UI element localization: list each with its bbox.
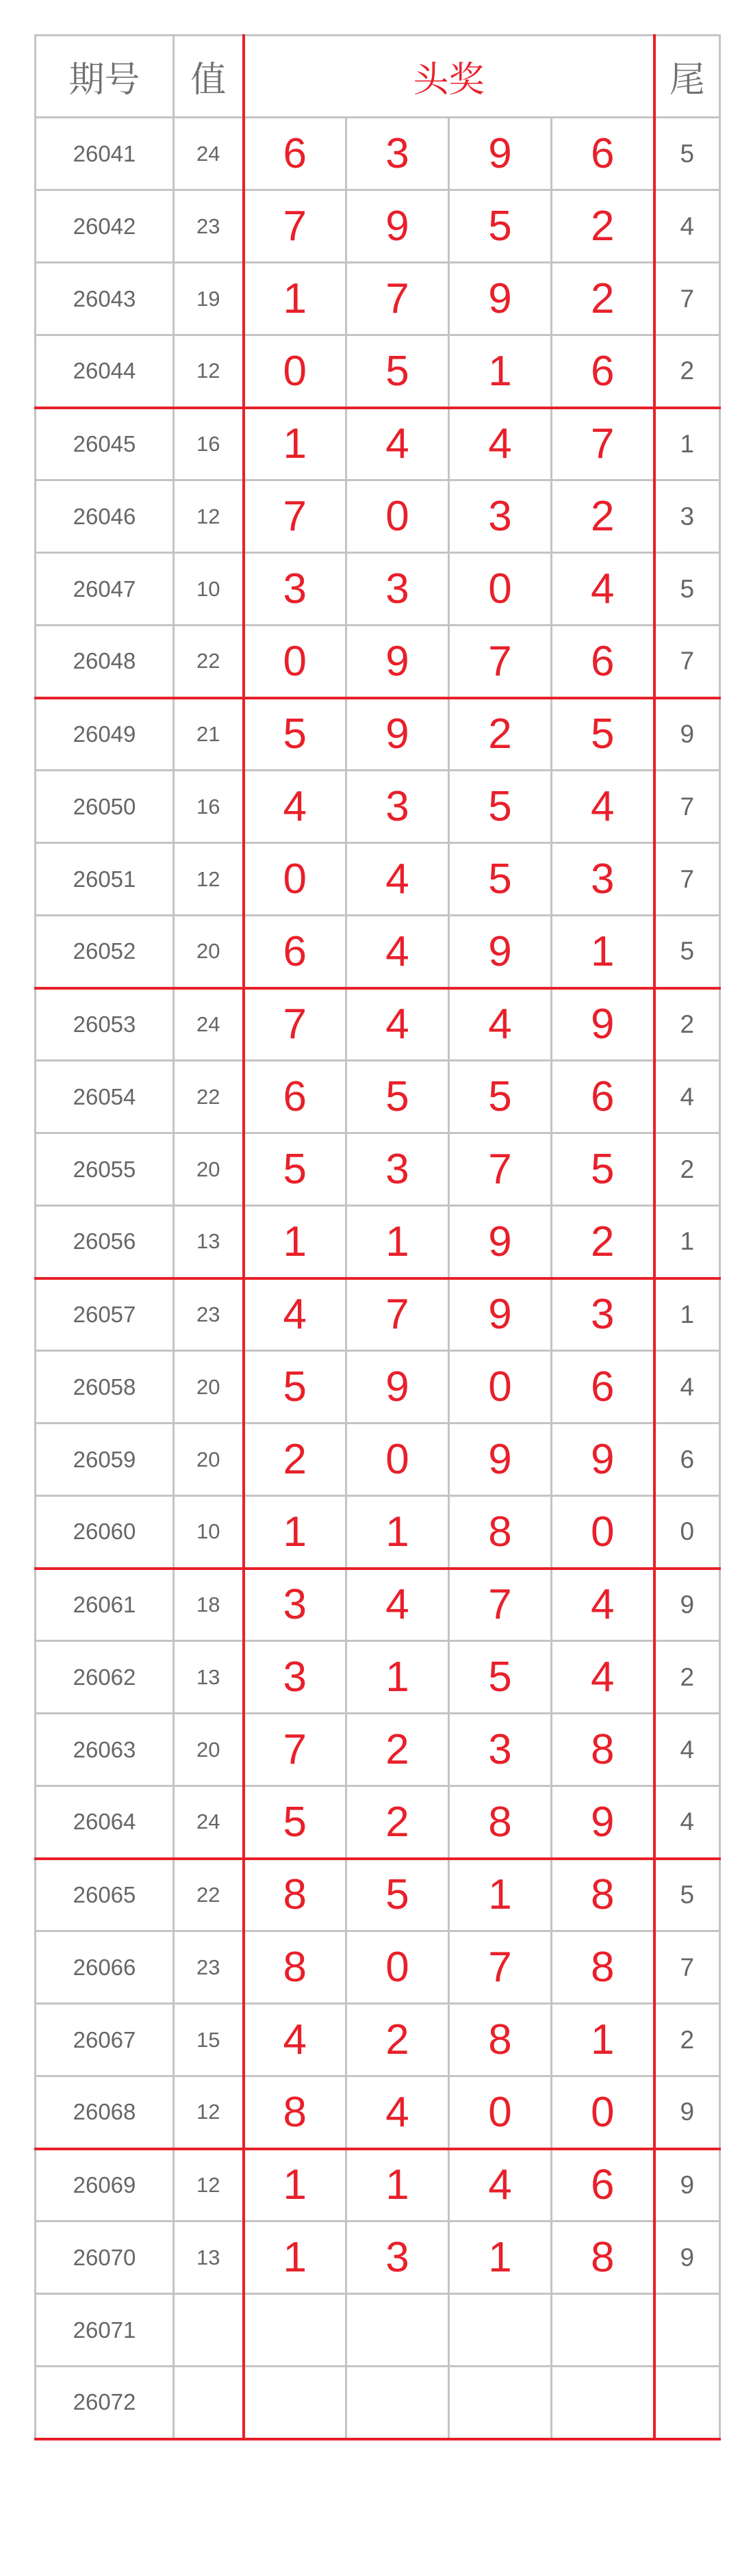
issue-number-cell: 26050 bbox=[36, 771, 174, 843]
table-row bbox=[36, 2076, 720, 2149]
prize-digit-3-cell: 2 bbox=[449, 698, 552, 771]
table-row bbox=[36, 2294, 720, 2367]
table-row bbox=[36, 553, 720, 626]
header-sum: 值 bbox=[174, 36, 244, 118]
table-row bbox=[36, 2004, 720, 2076]
prize-digit-1-cell bbox=[244, 2367, 346, 2439]
prize-digit-3-cell: 7 bbox=[449, 1569, 552, 1641]
prize-digit-1-cell: 0 bbox=[244, 626, 346, 698]
prize-digit-1-cell: 5 bbox=[244, 1786, 346, 1859]
prize-digit-3-cell: 1 bbox=[449, 2221, 552, 2294]
prize-digit-3-cell: 1 bbox=[449, 335, 552, 408]
prize-digit-3-cell: 9 bbox=[449, 1206, 552, 1278]
issue-number-cell: 26062 bbox=[36, 1641, 174, 1714]
issue-number-cell: 26055 bbox=[36, 1133, 174, 1206]
sum-value-cell bbox=[174, 2294, 244, 2367]
prize-digit-2-cell: 4 bbox=[346, 843, 449, 916]
prize-digit-4-cell: 4 bbox=[552, 771, 654, 843]
prize-digit-2-cell: 3 bbox=[346, 118, 449, 190]
sum-value-cell: 13 bbox=[174, 1641, 244, 1714]
prize-digit-4-cell: 1 bbox=[552, 2004, 654, 2076]
prize-digit-1-cell: 7 bbox=[244, 988, 346, 1061]
prize-digit-3-cell: 8 bbox=[449, 1496, 552, 1569]
issue-number-cell: 26042 bbox=[36, 190, 174, 263]
prize-digit-1-cell: 8 bbox=[244, 1859, 346, 1931]
prize-digit-3-cell: 3 bbox=[449, 480, 552, 553]
header-first-prize: 头奖 bbox=[244, 36, 654, 118]
table-row bbox=[36, 1061, 720, 1133]
prize-digit-2-cell: 2 bbox=[346, 1786, 449, 1859]
sum-value-cell: 20 bbox=[174, 1351, 244, 1424]
prize-digit-1-cell: 1 bbox=[244, 408, 346, 480]
prize-digit-3-cell: 7 bbox=[449, 626, 552, 698]
table-row bbox=[36, 2149, 720, 2221]
tail-value-cell: 4 bbox=[654, 190, 720, 263]
prize-digit-4-cell: 0 bbox=[552, 2076, 654, 2149]
prize-digit-3-cell bbox=[449, 2294, 552, 2367]
prize-digit-4-cell: 6 bbox=[552, 118, 654, 190]
table-row bbox=[36, 408, 720, 480]
prize-digit-3-cell: 4 bbox=[449, 2149, 552, 2221]
prize-digit-2-cell: 9 bbox=[346, 626, 449, 698]
prize-digit-4-cell: 7 bbox=[552, 408, 654, 480]
prize-digit-2-cell: 2 bbox=[346, 2004, 449, 2076]
prize-digit-3-cell: 5 bbox=[449, 190, 552, 263]
prize-digit-1-cell: 1 bbox=[244, 2149, 346, 2221]
prize-digit-2-cell: 5 bbox=[346, 1061, 449, 1133]
sum-value-cell: 21 bbox=[174, 698, 244, 771]
sum-value-cell: 20 bbox=[174, 1424, 244, 1496]
tail-value-cell: 2 bbox=[654, 335, 720, 408]
prize-digit-4-cell: 6 bbox=[552, 626, 654, 698]
sum-value-cell: 23 bbox=[174, 1931, 244, 2004]
prize-digit-1-cell: 6 bbox=[244, 1061, 346, 1133]
prize-digit-4-cell: 2 bbox=[552, 480, 654, 553]
sum-value-cell: 16 bbox=[174, 771, 244, 843]
prize-digit-2-cell: 5 bbox=[346, 335, 449, 408]
sum-value-cell: 12 bbox=[174, 335, 244, 408]
prize-digit-4-cell: 8 bbox=[552, 2221, 654, 2294]
table-row bbox=[36, 335, 720, 408]
prize-digit-3-cell: 4 bbox=[449, 408, 552, 480]
prize-digit-4-cell: 0 bbox=[552, 1496, 654, 1569]
issue-number-cell: 26060 bbox=[36, 1496, 174, 1569]
tail-value-cell: 9 bbox=[654, 2149, 720, 2221]
prize-digit-2-cell: 9 bbox=[346, 698, 449, 771]
prize-digit-1-cell: 5 bbox=[244, 1351, 346, 1424]
prize-digit-4-cell: 9 bbox=[552, 1424, 654, 1496]
issue-number-cell: 26071 bbox=[36, 2294, 174, 2367]
issue-number-cell: 26043 bbox=[36, 263, 174, 335]
tail-value-cell: 1 bbox=[654, 408, 720, 480]
prize-digit-4-cell: 6 bbox=[552, 2149, 654, 2221]
prize-digit-2-cell: 4 bbox=[346, 408, 449, 480]
table-row bbox=[36, 698, 720, 771]
prize-digit-3-cell: 1 bbox=[449, 1859, 552, 1931]
issue-number-cell: 26067 bbox=[36, 2004, 174, 2076]
issue-number-cell: 26047 bbox=[36, 553, 174, 626]
prize-digit-1-cell bbox=[244, 2294, 346, 2367]
prize-digit-1-cell: 2 bbox=[244, 1424, 346, 1496]
issue-number-cell: 26056 bbox=[36, 1206, 174, 1278]
prize-digit-3-cell bbox=[449, 2367, 552, 2439]
tail-value-cell: 9 bbox=[654, 2221, 720, 2294]
prize-digit-3-cell: 5 bbox=[449, 843, 552, 916]
prize-digit-4-cell bbox=[552, 2294, 654, 2367]
issue-number-cell: 26072 bbox=[36, 2367, 174, 2439]
table-row bbox=[36, 2367, 720, 2439]
tail-value-cell: 5 bbox=[654, 1859, 720, 1931]
prize-digit-3-cell: 9 bbox=[449, 118, 552, 190]
tail-value-cell: 1 bbox=[654, 1278, 720, 1351]
prize-digit-3-cell: 5 bbox=[449, 771, 552, 843]
prize-digit-1-cell: 3 bbox=[244, 1641, 346, 1714]
tail-value-cell: 2 bbox=[654, 1133, 720, 1206]
prize-digit-4-cell: 2 bbox=[552, 1206, 654, 1278]
sum-value-cell bbox=[174, 2367, 244, 2439]
sum-value-cell: 24 bbox=[174, 118, 244, 190]
prize-digit-2-cell: 4 bbox=[346, 1569, 449, 1641]
prize-digit-4-cell: 8 bbox=[552, 1859, 654, 1931]
sum-value-cell: 12 bbox=[174, 2076, 244, 2149]
tail-value-cell: 4 bbox=[654, 1714, 720, 1786]
prize-digit-2-cell: 1 bbox=[346, 1496, 449, 1569]
issue-number-cell: 26041 bbox=[36, 118, 174, 190]
sum-value-cell: 15 bbox=[174, 2004, 244, 2076]
prize-digit-1-cell: 1 bbox=[244, 1496, 346, 1569]
prize-digit-2-cell: 1 bbox=[346, 1206, 449, 1278]
prize-digit-2-cell bbox=[346, 2294, 449, 2367]
table-row bbox=[36, 1641, 720, 1714]
tail-value-cell: 4 bbox=[654, 1351, 720, 1424]
prize-digit-4-cell: 1 bbox=[552, 916, 654, 988]
prize-digit-1-cell: 4 bbox=[244, 771, 346, 843]
prize-digit-3-cell: 0 bbox=[449, 1351, 552, 1424]
issue-number-cell: 26063 bbox=[36, 1714, 174, 1786]
issue-number-cell: 26054 bbox=[36, 1061, 174, 1133]
issue-number-cell: 26061 bbox=[36, 1569, 174, 1641]
sum-value-cell: 24 bbox=[174, 1786, 244, 1859]
prize-digit-3-cell: 4 bbox=[449, 988, 552, 1061]
sum-value-cell: 23 bbox=[174, 190, 244, 263]
lottery-results-table bbox=[34, 34, 721, 2440]
issue-number-cell: 26045 bbox=[36, 408, 174, 480]
table-row bbox=[36, 626, 720, 698]
prize-digit-2-cell: 3 bbox=[346, 2221, 449, 2294]
issue-number-cell: 26066 bbox=[36, 1931, 174, 2004]
table-row bbox=[36, 1569, 720, 1641]
prize-digit-2-cell: 4 bbox=[346, 988, 449, 1061]
sum-value-cell: 22 bbox=[174, 626, 244, 698]
tail-value-cell: 7 bbox=[654, 263, 720, 335]
table-row bbox=[36, 1786, 720, 1859]
prize-digit-2-cell: 3 bbox=[346, 553, 449, 626]
table-row bbox=[36, 190, 720, 263]
table-row bbox=[36, 1206, 720, 1278]
prize-digit-3-cell: 0 bbox=[449, 553, 552, 626]
tail-value-cell: 7 bbox=[654, 1931, 720, 2004]
prize-digit-2-cell: 0 bbox=[346, 1424, 449, 1496]
issue-number-cell: 26051 bbox=[36, 843, 174, 916]
prize-digit-3-cell: 7 bbox=[449, 1931, 552, 2004]
table-row bbox=[36, 263, 720, 335]
issue-number-cell: 26069 bbox=[36, 2149, 174, 2221]
prize-digit-1-cell: 1 bbox=[244, 2221, 346, 2294]
table-row bbox=[36, 480, 720, 553]
sum-value-cell: 12 bbox=[174, 2149, 244, 2221]
table-row bbox=[36, 988, 720, 1061]
prize-digit-2-cell: 2 bbox=[346, 1714, 449, 1786]
prize-digit-2-cell: 4 bbox=[346, 916, 449, 988]
issue-number-cell: 26052 bbox=[36, 916, 174, 988]
prize-digit-4-cell: 2 bbox=[552, 190, 654, 263]
prize-digit-3-cell: 9 bbox=[449, 263, 552, 335]
prize-digit-2-cell: 7 bbox=[346, 1278, 449, 1351]
prize-digit-1-cell: 4 bbox=[244, 2004, 346, 2076]
prize-digit-2-cell: 7 bbox=[346, 263, 449, 335]
prize-digit-2-cell: 1 bbox=[346, 1641, 449, 1714]
tail-value-cell bbox=[654, 2294, 720, 2367]
prize-digit-1-cell: 1 bbox=[244, 1206, 346, 1278]
tail-value-cell: 1 bbox=[654, 1206, 720, 1278]
tail-value-cell: 5 bbox=[654, 553, 720, 626]
prize-digit-4-cell bbox=[552, 2367, 654, 2439]
prize-digit-4-cell: 9 bbox=[552, 1786, 654, 1859]
prize-digit-3-cell: 5 bbox=[449, 1061, 552, 1133]
prize-digit-3-cell: 9 bbox=[449, 1278, 552, 1351]
tail-value-cell: 4 bbox=[654, 1786, 720, 1859]
prize-digit-2-cell: 5 bbox=[346, 1859, 449, 1931]
tail-value-cell: 7 bbox=[654, 626, 720, 698]
prize-digit-2-cell: 3 bbox=[346, 1133, 449, 1206]
tail-value-cell: 9 bbox=[654, 1569, 720, 1641]
prize-digit-1-cell: 3 bbox=[244, 553, 346, 626]
sum-value-cell: 10 bbox=[174, 553, 244, 626]
table-row bbox=[36, 2221, 720, 2294]
tail-value-cell: 5 bbox=[654, 118, 720, 190]
issue-number-cell: 26053 bbox=[36, 988, 174, 1061]
tail-value-cell: 5 bbox=[654, 916, 720, 988]
table-row bbox=[36, 1496, 720, 1569]
tail-value-cell: 2 bbox=[654, 988, 720, 1061]
prize-digit-2-cell: 4 bbox=[346, 2076, 449, 2149]
header-issue: 期号 bbox=[36, 36, 174, 118]
sum-value-cell: 12 bbox=[174, 843, 244, 916]
prize-digit-4-cell: 3 bbox=[552, 843, 654, 916]
prize-digit-4-cell: 5 bbox=[552, 1133, 654, 1206]
prize-digit-4-cell: 9 bbox=[552, 988, 654, 1061]
table-row bbox=[36, 916, 720, 988]
issue-number-cell: 26048 bbox=[36, 626, 174, 698]
prize-digit-2-cell: 9 bbox=[346, 190, 449, 263]
prize-digit-3-cell: 9 bbox=[449, 916, 552, 988]
prize-digit-1-cell: 3 bbox=[244, 1569, 346, 1641]
prize-digit-4-cell: 4 bbox=[552, 553, 654, 626]
prize-digit-4-cell: 5 bbox=[552, 698, 654, 771]
prize-digit-1-cell: 8 bbox=[244, 2076, 346, 2149]
table-row bbox=[36, 1424, 720, 1496]
sum-value-cell: 12 bbox=[174, 480, 244, 553]
sum-value-cell: 13 bbox=[174, 2221, 244, 2294]
tail-value-cell bbox=[654, 2367, 720, 2439]
prize-digit-1-cell: 5 bbox=[244, 698, 346, 771]
issue-number-cell: 26046 bbox=[36, 480, 174, 553]
tail-value-cell: 9 bbox=[654, 698, 720, 771]
tail-value-cell: 7 bbox=[654, 771, 720, 843]
prize-digit-3-cell: 0 bbox=[449, 2076, 552, 2149]
sum-value-cell: 22 bbox=[174, 1061, 244, 1133]
prize-digit-2-cell bbox=[346, 2367, 449, 2439]
prize-digit-1-cell: 7 bbox=[244, 190, 346, 263]
issue-number-cell: 26049 bbox=[36, 698, 174, 771]
prize-digit-1-cell: 7 bbox=[244, 480, 346, 553]
prize-digit-4-cell: 4 bbox=[552, 1641, 654, 1714]
table-row bbox=[36, 1859, 720, 1931]
tail-value-cell: 7 bbox=[654, 843, 720, 916]
table-row bbox=[36, 843, 720, 916]
prize-digit-1-cell: 7 bbox=[244, 1714, 346, 1786]
prize-digit-4-cell: 8 bbox=[552, 1714, 654, 1786]
sum-value-cell: 20 bbox=[174, 916, 244, 988]
prize-digit-3-cell: 5 bbox=[449, 1641, 552, 1714]
prize-digit-4-cell: 3 bbox=[552, 1278, 654, 1351]
prize-digit-4-cell: 6 bbox=[552, 1351, 654, 1424]
prize-digit-1-cell: 0 bbox=[244, 335, 346, 408]
header-tail: 尾 bbox=[654, 36, 720, 118]
sum-value-cell: 20 bbox=[174, 1133, 244, 1206]
issue-number-cell: 26064 bbox=[36, 1786, 174, 1859]
sum-value-cell: 13 bbox=[174, 1206, 244, 1278]
issue-number-cell: 26057 bbox=[36, 1278, 174, 1351]
prize-digit-3-cell: 7 bbox=[449, 1133, 552, 1206]
prize-digit-1-cell: 5 bbox=[244, 1133, 346, 1206]
table-row bbox=[36, 771, 720, 843]
sum-value-cell: 22 bbox=[174, 1859, 244, 1931]
sum-value-cell: 20 bbox=[174, 1714, 244, 1786]
table-row bbox=[36, 1714, 720, 1786]
sum-value-cell: 10 bbox=[174, 1496, 244, 1569]
tail-value-cell: 2 bbox=[654, 2004, 720, 2076]
prize-digit-4-cell: 6 bbox=[552, 1061, 654, 1133]
issue-number-cell: 26068 bbox=[36, 2076, 174, 2149]
table-row bbox=[36, 118, 720, 190]
tail-value-cell: 3 bbox=[654, 480, 720, 553]
prize-digit-1-cell: 6 bbox=[244, 916, 346, 988]
issue-number-cell: 26044 bbox=[36, 335, 174, 408]
table-row bbox=[36, 1278, 720, 1351]
prize-digit-1-cell: 6 bbox=[244, 118, 346, 190]
prize-digit-3-cell: 8 bbox=[449, 1786, 552, 1859]
tail-value-cell: 6 bbox=[654, 1424, 720, 1496]
prize-digit-1-cell: 4 bbox=[244, 1278, 346, 1351]
prize-digit-2-cell: 0 bbox=[346, 1931, 449, 2004]
prize-digit-3-cell: 3 bbox=[449, 1714, 552, 1786]
tail-value-cell: 2 bbox=[654, 1641, 720, 1714]
prize-digit-4-cell: 4 bbox=[552, 1569, 654, 1641]
table-row bbox=[36, 1133, 720, 1206]
prize-digit-3-cell: 8 bbox=[449, 2004, 552, 2076]
prize-digit-1-cell: 0 bbox=[244, 843, 346, 916]
tail-value-cell: 4 bbox=[654, 1061, 720, 1133]
prize-digit-3-cell: 9 bbox=[449, 1424, 552, 1496]
issue-number-cell: 26059 bbox=[36, 1424, 174, 1496]
prize-digit-2-cell: 1 bbox=[346, 2149, 449, 2221]
prize-digit-2-cell: 0 bbox=[346, 480, 449, 553]
issue-number-cell: 26065 bbox=[36, 1859, 174, 1931]
tail-value-cell: 9 bbox=[654, 2076, 720, 2149]
sum-value-cell: 23 bbox=[174, 1278, 244, 1351]
tail-value-cell: 0 bbox=[654, 1496, 720, 1569]
table-row bbox=[36, 1351, 720, 1424]
issue-number-cell: 26070 bbox=[36, 2221, 174, 2294]
prize-digit-4-cell: 8 bbox=[552, 1931, 654, 2004]
table-row bbox=[36, 1931, 720, 2004]
table-body bbox=[36, 118, 720, 2439]
prize-digit-4-cell: 6 bbox=[552, 335, 654, 408]
prize-digit-1-cell: 1 bbox=[244, 263, 346, 335]
sum-value-cell: 19 bbox=[174, 263, 244, 335]
prize-digit-1-cell: 8 bbox=[244, 1931, 346, 2004]
sum-value-cell: 24 bbox=[174, 988, 244, 1061]
sum-value-cell: 16 bbox=[174, 408, 244, 480]
sum-value-cell: 18 bbox=[174, 1569, 244, 1641]
prize-digit-2-cell: 9 bbox=[346, 1351, 449, 1424]
prize-digit-4-cell: 2 bbox=[552, 263, 654, 335]
issue-number-cell: 26058 bbox=[36, 1351, 174, 1424]
header-row bbox=[36, 36, 720, 118]
prize-digit-2-cell: 3 bbox=[346, 771, 449, 843]
